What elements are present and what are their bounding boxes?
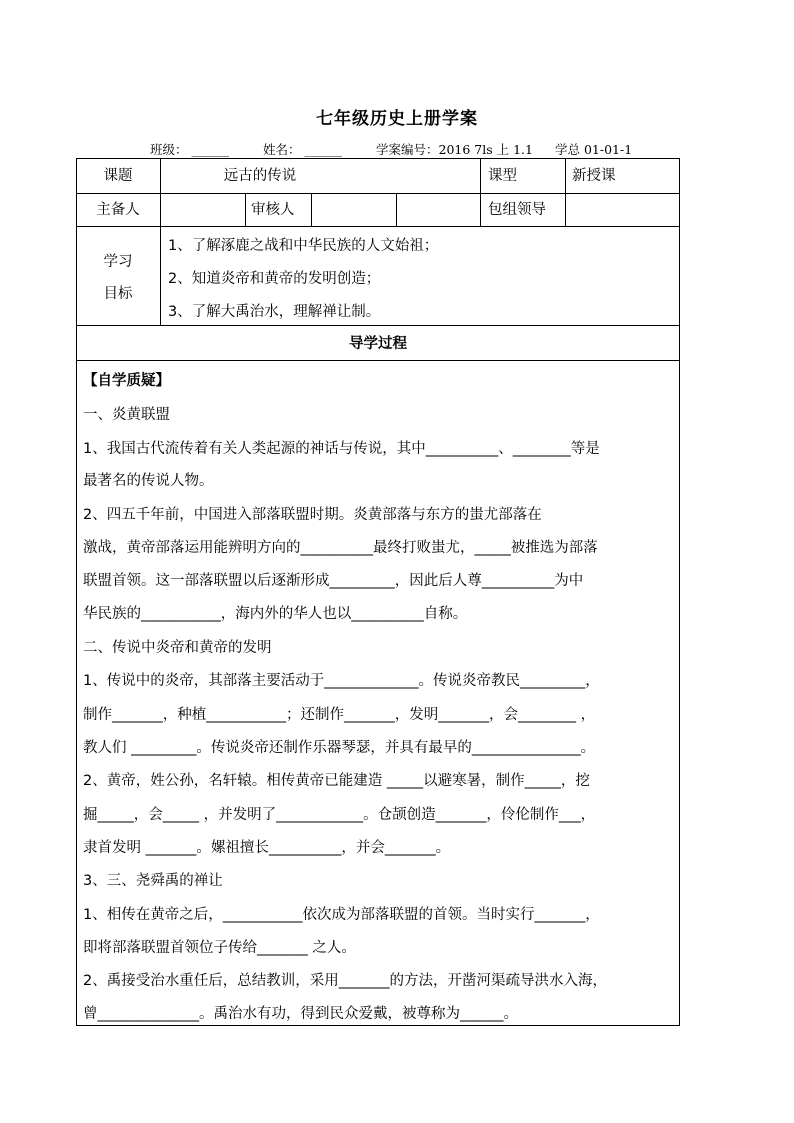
- body-line: 华民族的___________，海内外的华人也以__________自称。: [83, 606, 468, 622]
- body-line: 激战，黄帝部落运用能辨明方向的__________最终打败蚩尤，_____被推选为部落: [83, 540, 598, 556]
- row-divider: [76, 226, 680, 227]
- body-line: 1、我国古代流传着有关人类起源的神话与传说，其中__________、________等是: [83, 441, 600, 457]
- col-divider: [245, 193, 246, 226]
- row-divider: [76, 193, 680, 194]
- group-leader-label: 包组领导: [488, 202, 546, 218]
- col-divider: [311, 193, 312, 226]
- topic-value: 远古的传说: [223, 168, 297, 184]
- body-line: 联盟首领。这一部落联盟以后逐渐形成_________，因此后人尊__________为中: [83, 573, 584, 589]
- row-divider: [76, 325, 680, 326]
- body-line: 掘_____，会_____ ，并发明了____________。仓颉创造_______，伶伦制作___，: [83, 807, 596, 823]
- body-line: 即将部落联盟首领位子传给_______ 之人。: [83, 940, 356, 956]
- body-line: 制作_______，种植___________；还制作_______，发明_______，会________ ，: [83, 707, 596, 723]
- preparer-label: 主备人: [96, 202, 140, 218]
- body-line: 隶首发明 _______。嫘祖擅长__________，并会_______。: [83, 840, 451, 856]
- col-divider: [396, 193, 397, 226]
- page-title: 七年级历史上册学案: [316, 109, 478, 129]
- name-blank: ______: [304, 142, 343, 157]
- reviewer-label: 审核人: [251, 202, 295, 218]
- topic-label: 课题: [103, 168, 133, 184]
- body-line: 教人们 _________。传说炎帝还制作乐器琴瑟，并具有最早的_______________。: [83, 740, 596, 756]
- name-label: 姓名：: [263, 142, 301, 157]
- body-line: 2、禹接受治水重任后，总结教训，采用_______的方法，开凿河渠疏导洪水入海，: [83, 973, 607, 989]
- goal-item: 2、知道炎帝和黄帝的发明创造；: [168, 271, 381, 287]
- goal-item: 1、了解涿鹿之战和中华民族的人文始祖；: [168, 238, 439, 254]
- type-label: 课型: [488, 168, 517, 184]
- body-line: 2、四五千年前，中国进入部落联盟时期。炎黄部落与东方的蚩尤部落在: [83, 507, 542, 523]
- section-heading: 二、传说中炎帝和黄帝的发明: [83, 640, 272, 656]
- body-line: 曾______________。禹治水有功，得到民众爱戴，被尊称为______。: [83, 1006, 518, 1022]
- body-line: 1、传说中的炎帝，其部落主要活动于_____________。传说炎帝教民_________，: [83, 673, 600, 689]
- case-number: 学案编号：2016 7ls 上 1.1: [376, 142, 533, 157]
- class-blank: ______: [191, 142, 230, 157]
- body-line: 最著名的传说人物。: [83, 473, 214, 489]
- col-divider: [565, 158, 566, 226]
- body-line: 2、黄帝，姓公孙，名轩辕。相传黄帝已能建造 _____以避寒暑，制作_____，挖: [83, 773, 590, 789]
- col-divider: [480, 158, 481, 226]
- class-label: 班级：: [150, 142, 188, 157]
- body-line: 1、相传在黄帝之后，___________依次成为部落联盟的首领。当时实行_______，: [83, 907, 600, 923]
- goals-label-2: 目标: [103, 286, 133, 302]
- row-divider: [76, 360, 680, 361]
- self-study-heading: 【自学质疑】: [83, 373, 170, 389]
- type-value: 新授课: [572, 168, 616, 184]
- total-number: 学总 01-01-1: [554, 142, 633, 157]
- section-heading: 一、炎黄联盟: [83, 407, 170, 423]
- goals-label-1: 学习: [103, 254, 133, 270]
- section-heading: 3、三、尧舜禹的禅让: [83, 873, 223, 889]
- header-meta: [150, 140, 636, 158]
- goal-item: 3、了解大禹治水，理解禅让制。: [168, 304, 381, 320]
- process-header: 导学过程: [349, 336, 407, 352]
